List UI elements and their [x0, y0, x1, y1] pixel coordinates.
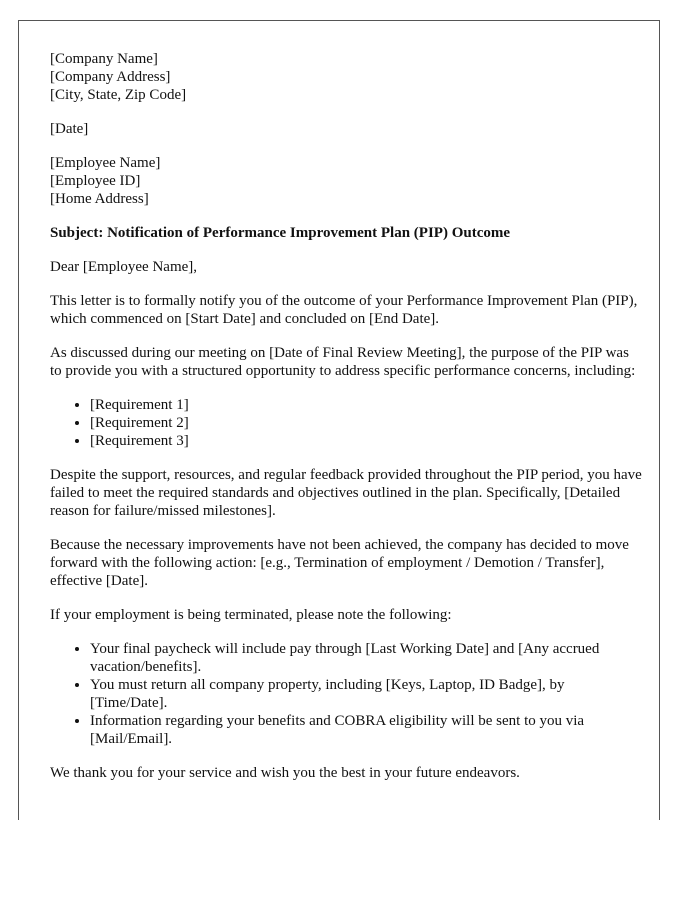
- closing-paragraph: We thank you for your service and wish you the best in your future endeavors.: [50, 765, 520, 781]
- recipient-address-block: [50, 154, 642, 208]
- list-item: • Information regarding your benefits and COBRA eligibility will be sent to you via [Mail/Email].: [90, 712, 642, 748]
- subject-line: Subject: Notification of Performance Improvement Plan (PIP) Outcome: [50, 225, 511, 241]
- list-item: • [Requirement 1]: [90, 396, 642, 414]
- home-address: [Home Address]: [50, 191, 149, 207]
- list-item: • [Requirement 3]: [90, 432, 642, 450]
- purpose-paragraph: As discussed during our meeting on [Date of Final Review Meeting], the purpose of the PIP was to provide you with a structured opportunity to address specific performance concerns, including:: [50, 345, 636, 379]
- list-item: • Your final paycheck will include pay through [Last Working Date] and [Any accrued vacation/benefits].: [90, 640, 642, 676]
- company-city-state-zip: [City, State, Zip Code]: [50, 87, 187, 103]
- company-address: [Company Address]: [50, 69, 171, 85]
- letter-date: [Date]: [50, 121, 89, 137]
- salutation: Dear [Employee Name],: [50, 259, 198, 275]
- termination-notes-list: [50, 640, 642, 748]
- employee-id: [Employee ID]: [50, 173, 141, 189]
- list-item: • You must return all company property, including [Keys, Laptop, ID Badge], by [Time/Date].: [90, 676, 642, 712]
- list-item: • [Requirement 2]: [90, 414, 642, 432]
- action-paragraph: Because the necessary improvements have not been achieved, the company has decided to move forward with the following action: [e.g., Termination of employment / Demotion / Transfer], effective [Date].: [50, 537, 629, 589]
- requirements-list: [50, 396, 642, 450]
- termination-intro-paragraph: If your employment is being terminated, please note the following:: [50, 607, 452, 623]
- intro-paragraph: This letter is to formally notify you of the outcome of your Performance Improvement Plan (PIP), which commenced on [Start Date] and concluded on [End Date].: [50, 293, 638, 327]
- letter-body: [50, 50, 642, 798]
- employee-name: [Employee Name]: [50, 155, 161, 171]
- company-name: [Company Name]: [50, 51, 158, 67]
- letter-page: [18, 20, 660, 820]
- sender-address-block: [50, 50, 642, 104]
- failure-paragraph: Despite the support, resources, and regular feedback provided throughout the PIP period, you have failed to meet the required standards and objectives outlined in the plan. Specifically, [Detailed reason for failure/missed milestones].: [50, 467, 642, 519]
